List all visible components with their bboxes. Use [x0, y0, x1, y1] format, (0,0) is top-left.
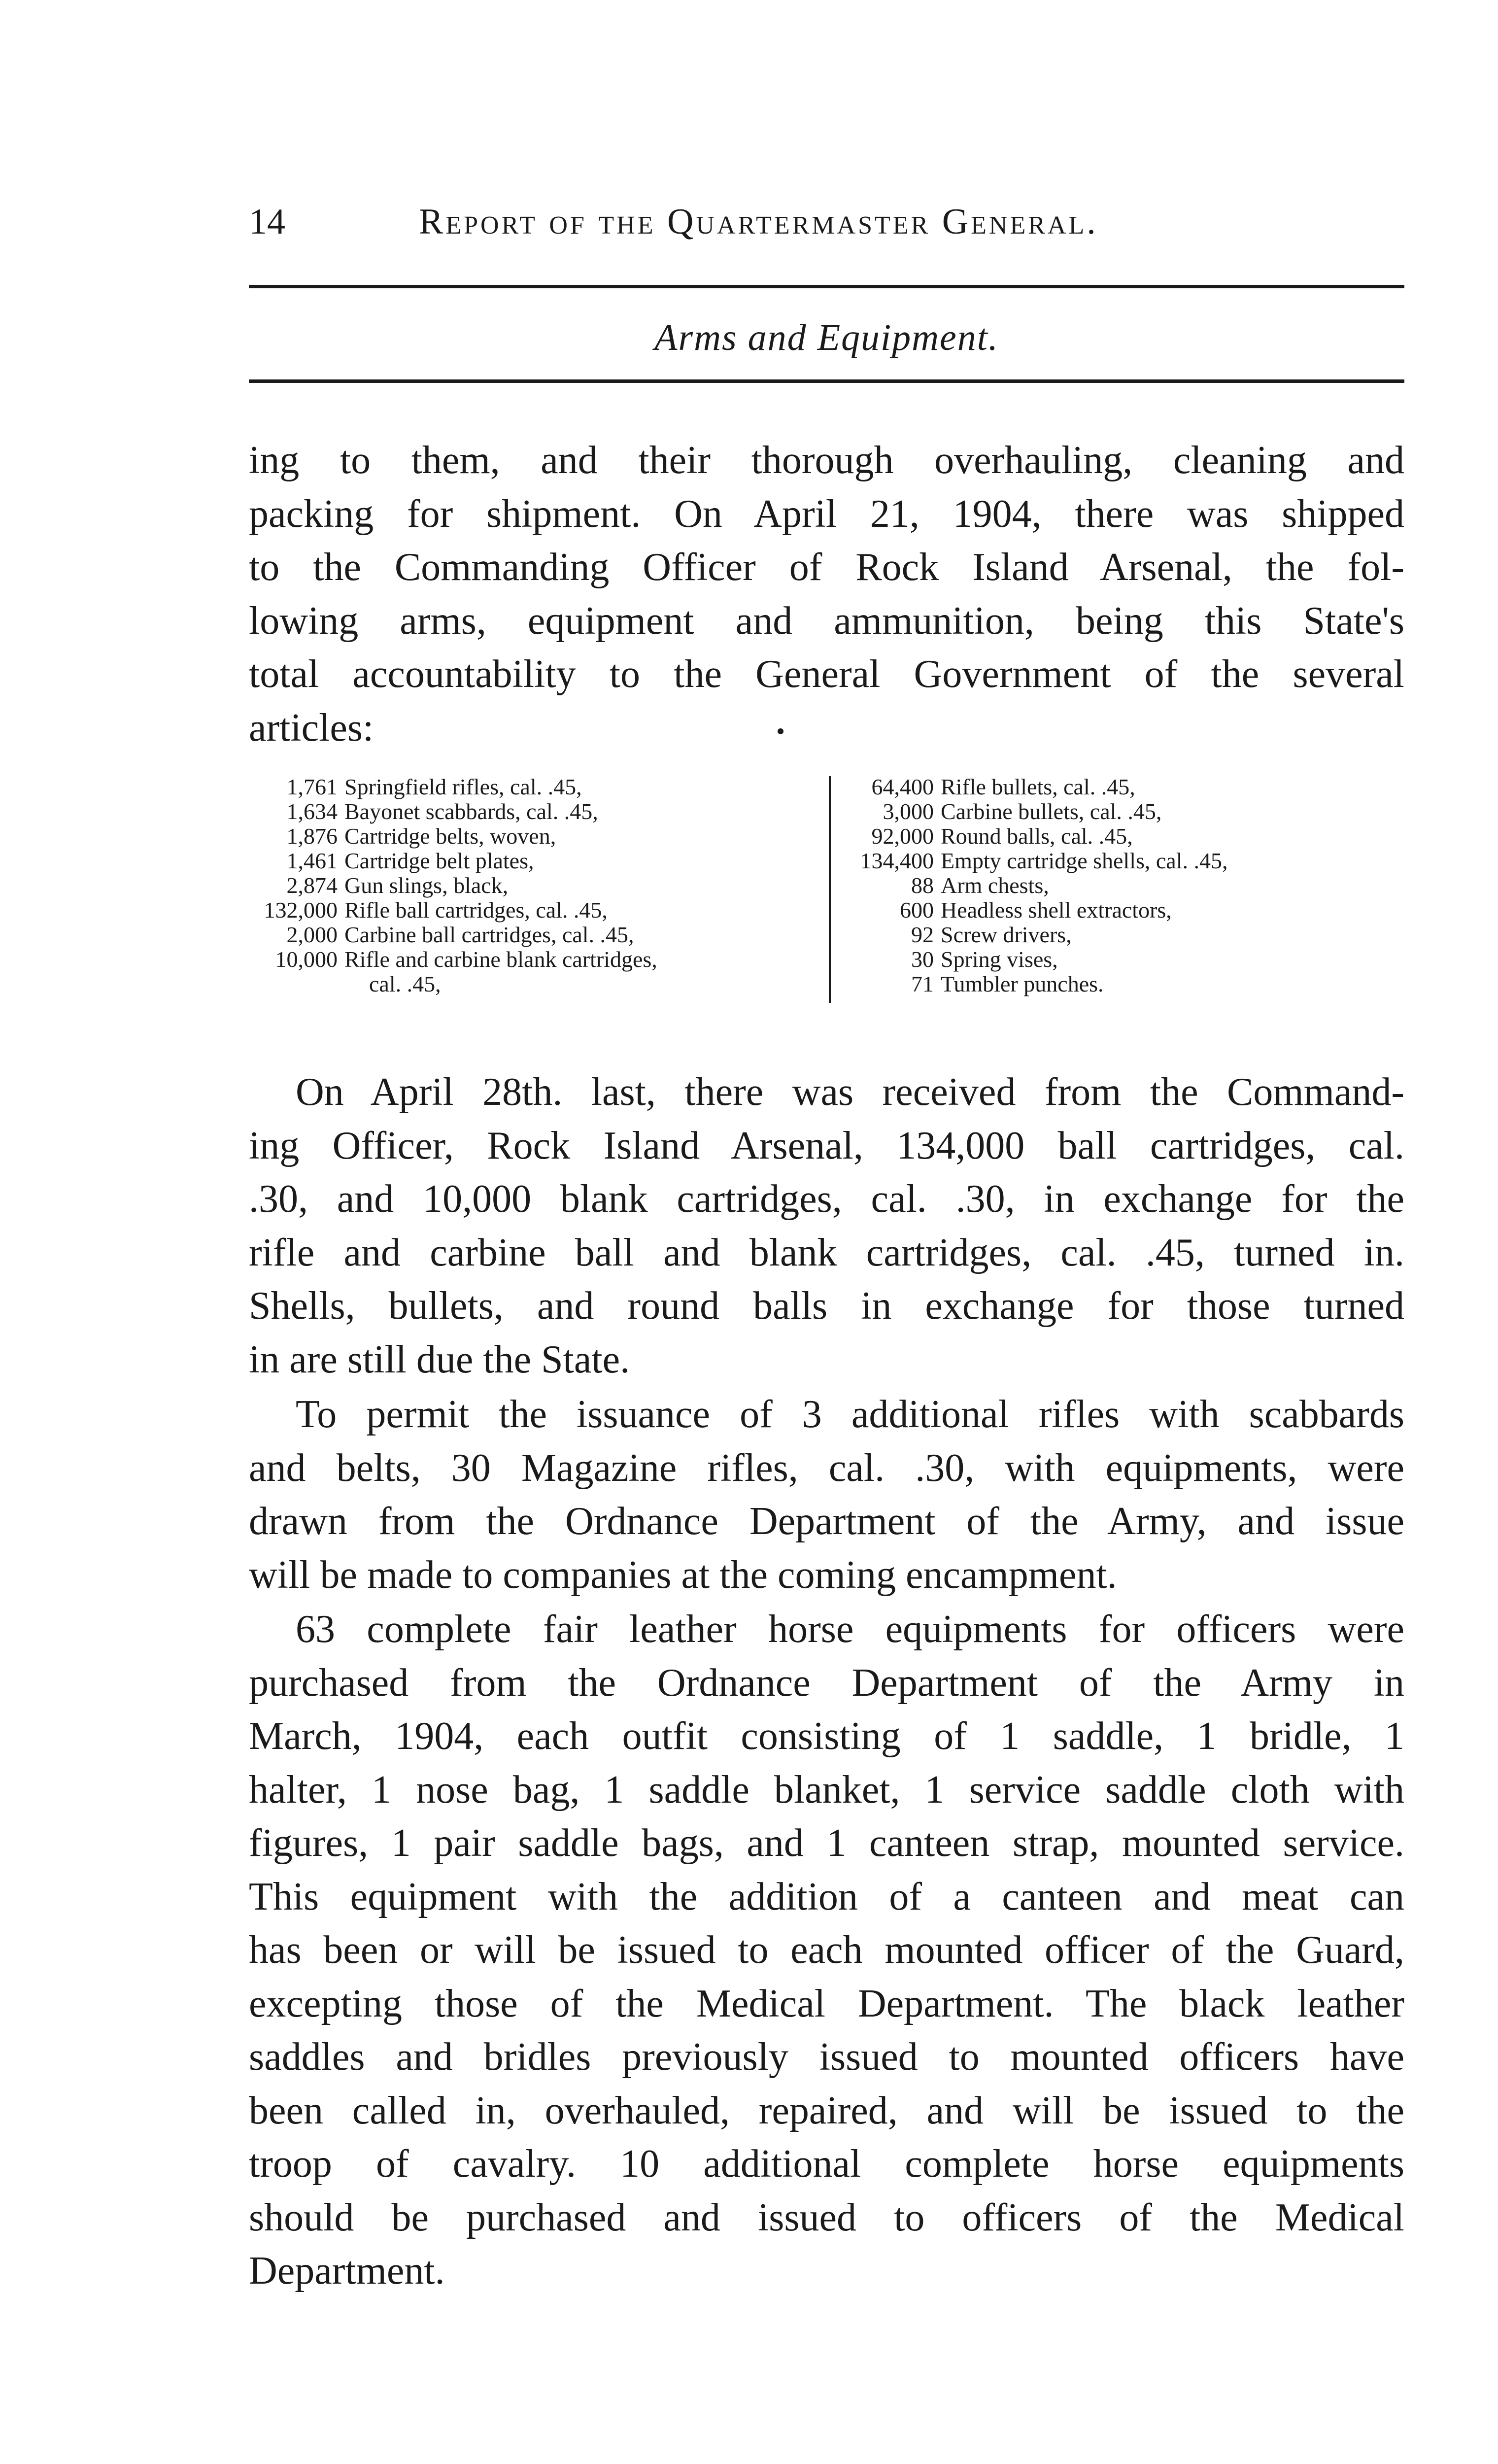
text-line: has been or will be issued to each mounted officer of the Guard,	[249, 1928, 1404, 1972]
article: Rifle and carbine blank cartridges,	[344, 947, 657, 972]
paragraph-horse-equipments	[249, 1603, 1404, 2298]
text-line: should be purchased and issued to officers of the Medical	[249, 2195, 1404, 2239]
quantity: 134,400	[860, 848, 934, 873]
quantity: 2,000	[286, 922, 338, 947]
text-line: excepting those of the Medical Department. The black leather	[249, 1982, 1404, 2025]
running-title: Report of the Quartermaster General.	[419, 202, 1098, 242]
quantity: 10,000	[275, 947, 338, 972]
text-line: articles:	[249, 706, 374, 750]
article: Gun slings, black,	[344, 873, 509, 898]
quantity: 92,000	[871, 823, 934, 849]
article: Bayonet scabbards, cal. .45,	[344, 799, 598, 824]
table-row	[840, 849, 1407, 873]
quantity: 30	[911, 947, 934, 972]
quantity: 3,000	[883, 799, 934, 824]
column-divider	[829, 776, 831, 1003]
quantity: 1,761	[286, 774, 338, 799]
article: Round balls, cal. .45,	[941, 823, 1133, 849]
article: Carbine ball cartridges, cal. .45,	[344, 922, 634, 947]
page-number: 14	[249, 202, 285, 242]
table-row	[840, 898, 1407, 923]
table-row	[840, 923, 1407, 947]
article-continuation: cal. .45,	[369, 971, 441, 996]
quantity: 600	[900, 897, 934, 923]
text-line: rifle and carbine ball and blank cartridges, cal. .45, turned in.	[249, 1231, 1404, 1274]
quantity: 92	[911, 922, 934, 947]
article: Cartridge belt plates,	[344, 848, 534, 873]
text-line: To permit the issuance of 3 additional rifles with scabbards	[296, 1393, 1404, 1436]
text-line: packing for shipment. On April 21, 1904, there was shipped	[249, 492, 1404, 536]
text-line: Department.	[249, 2249, 445, 2293]
article: Carbine bullets, cal. .45,	[941, 799, 1162, 824]
quantity: 1,634	[286, 799, 338, 824]
article: Arm chests,	[941, 873, 1049, 898]
table-row	[249, 824, 825, 849]
table-row	[249, 873, 825, 898]
quantity: 1,876	[286, 823, 338, 849]
article: Headless shell extractors,	[941, 897, 1172, 923]
text-line: total accountability to the General Government of the several	[249, 652, 1404, 696]
text-line: On April 28th. last, there was received from the Command-	[296, 1070, 1404, 1114]
table-row	[249, 923, 825, 947]
article: Screw drivers,	[941, 922, 1072, 947]
table-row	[840, 799, 1407, 824]
text-line: purchased from the Ordnance Department of the Army in	[249, 1661, 1404, 1705]
quantity: 132,000	[264, 897, 338, 923]
article: Rifle bullets, cal. .45,	[941, 774, 1135, 799]
text-line: and belts, 30 Magazine rifles, cal. .30, with equipments, were	[249, 1446, 1404, 1490]
text-line: Shells, bullets, and round balls in exchange for those turned	[249, 1284, 1404, 1328]
table-row-continuation	[249, 972, 825, 996]
quantity: 2,874	[286, 873, 338, 898]
text-line: This equipment with the addition of a canteen and meat can	[249, 1875, 1404, 1918]
header-rule-bottom	[249, 379, 1404, 383]
table-row	[840, 947, 1407, 972]
text-line: been called in, overhauled, repaired, and will be issued to the	[249, 2088, 1404, 2132]
table-row	[249, 898, 825, 923]
table-row	[249, 775, 825, 799]
text-line: figures, 1 pair saddle bags, and 1 canteen strap, mounted service.	[249, 1821, 1404, 1865]
text-line: 63 complete fair leather horse equipments for officers were	[296, 1608, 1404, 1651]
quantity: 88	[911, 873, 934, 898]
table-row	[840, 873, 1407, 898]
quantity: 1,461	[286, 848, 338, 873]
article: Cartridge belts, woven,	[344, 823, 556, 849]
text-line: to the Commanding Officer of Rock Island Arsenal, the fol-	[249, 546, 1404, 589]
text-line: saddles and bridles previously issued to mounted officers have	[249, 2035, 1404, 2079]
text-line: ing Officer, Rock Island Arsenal, 134,000 ball cartridges, cal.	[249, 1124, 1404, 1167]
article: Tumbler punches.	[941, 971, 1104, 996]
intro-paragraph	[249, 434, 1404, 754]
article: Springfield rifles, cal. .45,	[344, 774, 582, 799]
stray-dot-mark	[778, 728, 783, 734]
section-title: Arms and Equipment.	[654, 317, 999, 358]
articles-table-right	[840, 775, 1407, 996]
paragraph-additional-rifles	[249, 1388, 1404, 1602]
text-line: lowing arms, equipment and ammunition, being this State's	[249, 599, 1404, 643]
article: Empty cartridge shells, cal. .45,	[941, 848, 1228, 873]
quantity: 71	[911, 971, 934, 996]
text-line: ing to them, and their thorough overhauling, cleaning and	[249, 439, 1404, 482]
text-line: in are still due the State.	[249, 1337, 630, 1381]
text-line: will be made to companies at the coming encampment.	[249, 1553, 1117, 1597]
article: Spring vises,	[941, 947, 1058, 972]
quantity: 64,400	[871, 774, 934, 799]
table-row	[249, 849, 825, 873]
text-line: halter, 1 nose bag, 1 saddle blanket, 1 service saddle cloth with	[249, 1768, 1404, 1812]
articles-table-left	[249, 775, 825, 996]
table-row	[840, 775, 1407, 799]
header-rule-top	[249, 285, 1404, 288]
table-row	[249, 799, 825, 824]
paragraph-april-28	[249, 1065, 1404, 1386]
text-line: troop of cavalry. 10 additional complete horse equipments	[249, 2142, 1404, 2186]
text-line: .30, and 10,000 blank cartridges, cal. .30, in exchange for the	[249, 1177, 1404, 1221]
table-row	[249, 947, 825, 972]
article: Rifle ball cartridges, cal. .45,	[344, 897, 608, 923]
text-line: March, 1904, each outfit consisting of 1 saddle, 1 bridle, 1	[249, 1714, 1404, 1758]
text-line: drawn from the Ordnance Department of the Army, and issue	[249, 1500, 1404, 1543]
table-row	[840, 972, 1407, 996]
table-row	[840, 824, 1407, 849]
